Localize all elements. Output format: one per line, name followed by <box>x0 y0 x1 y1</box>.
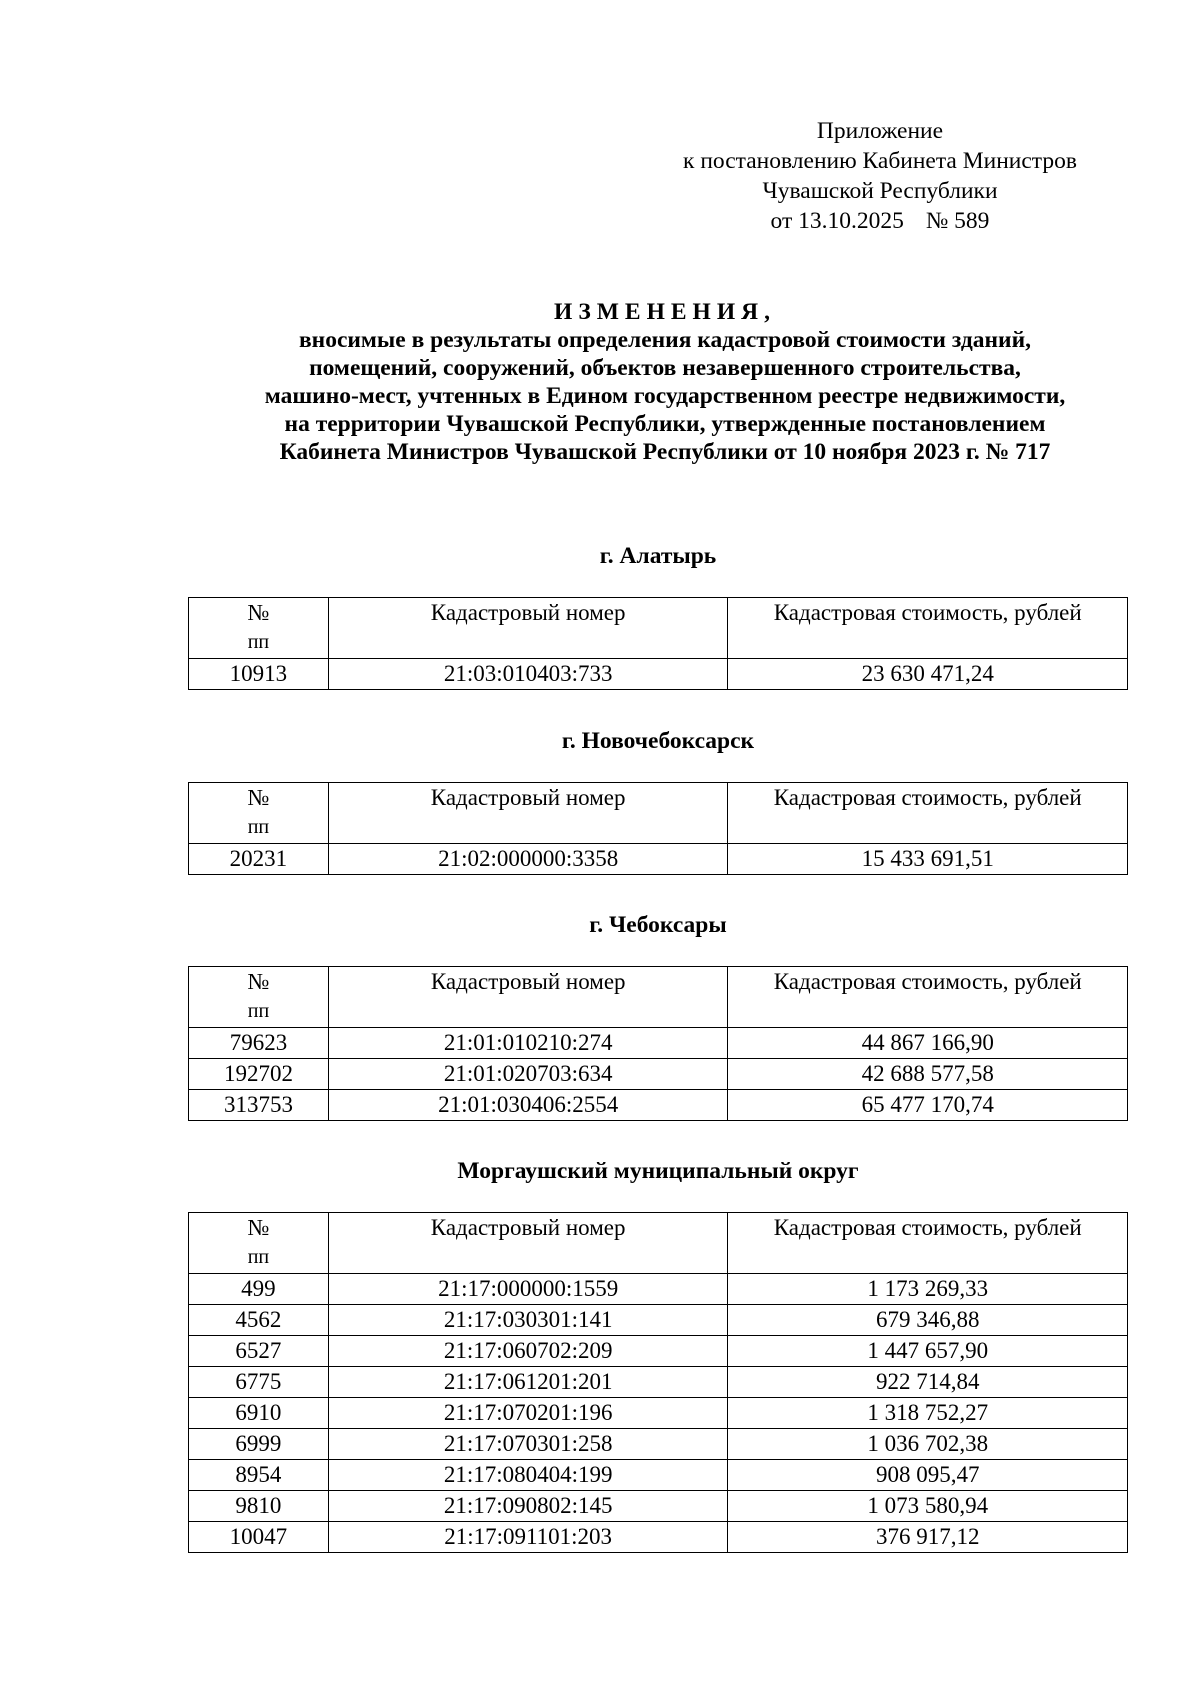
cell-num: 192702 <box>189 1059 329 1090</box>
cell-num: 499 <box>189 1274 329 1305</box>
cell-num: 6527 <box>189 1336 329 1367</box>
table-header-row <box>189 783 1128 844</box>
header-num: № пп <box>189 1213 329 1274</box>
table-header-row <box>189 1213 1128 1274</box>
cell-num: 10047 <box>189 1522 329 1553</box>
header-num: № пп <box>189 967 329 1028</box>
table-alatyr <box>188 597 1128 690</box>
appendix-date: от 13.10.2025 <box>770 208 904 234</box>
cell-cadastral-number: 21:17:061201:201 <box>328 1367 728 1398</box>
appendix-line-3: Чувашской Республики <box>762 178 998 204</box>
cell-cadastral-value: 1 073 580,94 <box>728 1491 1128 1522</box>
cell-cadastral-value: 1 036 702,38 <box>728 1429 1128 1460</box>
header-cadastral-value: Кадастровая стоимость, рублей <box>728 783 1128 844</box>
table-cheboksary <box>188 966 1128 1121</box>
document-title <box>130 298 1200 466</box>
table-row <box>189 1336 1128 1367</box>
table-row <box>189 1274 1128 1305</box>
cell-cadastral-value: 42 688 577,58 <box>728 1059 1128 1090</box>
section-title-morgaushsky: Моргаушский муниципальный округ <box>457 1158 859 1184</box>
title-line-2: помещений, сооружений, объектов незавершенного строительства, <box>309 355 1021 381</box>
title-heading: ИЗМЕНЕНИЯ, <box>554 299 776 325</box>
cell-num: 6775 <box>189 1367 329 1398</box>
section-title-alatyr: г. Алатырь <box>599 543 717 569</box>
header-cadastral-number: Кадастровый номер <box>328 783 728 844</box>
cell-num: 6999 <box>189 1429 329 1460</box>
cell-cadastral-value: 908 095,47 <box>728 1460 1128 1491</box>
cell-cadastral-number: 21:17:091101:203 <box>328 1522 728 1553</box>
cell-cadastral-number: 21:03:010403:733 <box>328 659 728 690</box>
table-row <box>189 1059 1128 1090</box>
table-row <box>189 1028 1128 1059</box>
cell-cadastral-value: 65 477 170,74 <box>728 1090 1128 1121</box>
cell-cadastral-value: 44 867 166,90 <box>728 1028 1128 1059</box>
cell-cadastral-number: 21:17:080404:199 <box>328 1460 728 1491</box>
cell-cadastral-number: 21:17:030301:141 <box>328 1305 728 1336</box>
cell-cadastral-number: 21:01:020703:634 <box>328 1059 728 1090</box>
table-row <box>189 1090 1128 1121</box>
cell-cadastral-value: 23 630 471,24 <box>728 659 1128 690</box>
appendix-date-line <box>600 206 1160 236</box>
appendix-header <box>600 116 1160 236</box>
section-title-cheboksary: г. Чебоксары <box>589 912 727 938</box>
cell-cadastral-value: 1 173 269,33 <box>728 1274 1128 1305</box>
title-line-4: на территории Чувашской Республики, утвержденные постановлением <box>284 411 1046 437</box>
table-row <box>189 1305 1128 1336</box>
table-row <box>189 1398 1128 1429</box>
table-header-row <box>189 967 1128 1028</box>
header-cadastral-value: Кадастровая стоимость, рублей <box>728 967 1128 1028</box>
cell-cadastral-value: 922 714,84 <box>728 1367 1128 1398</box>
cell-cadastral-number: 21:17:070201:196 <box>328 1398 728 1429</box>
section-title-novocheboksarsk: г. Новочебоксарск <box>561 728 755 754</box>
table-row <box>189 1367 1128 1398</box>
table-row <box>189 1460 1128 1491</box>
cell-num: 9810 <box>189 1491 329 1522</box>
appendix-line-1: Приложение <box>816 118 944 144</box>
header-cadastral-value: Кадастровая стоимость, рублей <box>728 1213 1128 1274</box>
cell-num: 4562 <box>189 1305 329 1336</box>
cell-num: 10913 <box>189 659 329 690</box>
cell-num: 6910 <box>189 1398 329 1429</box>
table-header-row <box>189 598 1128 659</box>
table-row <box>189 1522 1128 1553</box>
table-row <box>189 1429 1128 1460</box>
cell-cadastral-value: 1 318 752,27 <box>728 1398 1128 1429</box>
cell-cadastral-number: 21:02:000000:3358 <box>328 844 728 875</box>
header-num: № пп <box>189 783 329 844</box>
header-num: № пп <box>189 598 329 659</box>
cell-num: 8954 <box>189 1460 329 1491</box>
title-line-1: вносимые в результаты определения кадастровой стоимости зданий, <box>298 327 1032 353</box>
cell-cadastral-value: 1 447 657,90 <box>728 1336 1128 1367</box>
title-line-3: машино-мест, учтенных в Едином государственном реестре недвижимости, <box>264 383 1066 409</box>
table-row <box>189 1491 1128 1522</box>
table-morgaushsky <box>188 1212 1128 1553</box>
table-novocheboksarsk <box>188 782 1128 875</box>
header-cadastral-number: Кадастровый номер <box>328 967 728 1028</box>
cell-cadastral-number: 21:01:030406:2554 <box>328 1090 728 1121</box>
cell-cadastral-number: 21:17:060702:209 <box>328 1336 728 1367</box>
cell-cadastral-number: 21:01:010210:274 <box>328 1028 728 1059</box>
table-row <box>189 659 1128 690</box>
cell-cadastral-value: 376 917,12 <box>728 1522 1128 1553</box>
cell-num: 313753 <box>189 1090 329 1121</box>
appendix-number: № 589 <box>925 208 990 234</box>
table-row <box>189 844 1128 875</box>
cell-cadastral-number: 21:17:090802:145 <box>328 1491 728 1522</box>
cell-cadastral-number: 21:17:070301:258 <box>328 1429 728 1460</box>
cell-num: 79623 <box>189 1028 329 1059</box>
header-cadastral-number: Кадастровый номер <box>328 598 728 659</box>
cell-cadastral-value: 15 433 691,51 <box>728 844 1128 875</box>
header-cadastral-value: Кадастровая стоимость, рублей <box>728 598 1128 659</box>
cell-cadastral-number: 21:17:000000:1559 <box>328 1274 728 1305</box>
header-cadastral-number: Кадастровый номер <box>328 1213 728 1274</box>
appendix-line-2: к постановлению Кабинета Министров <box>683 148 1077 174</box>
cell-cadastral-value: 679 346,88 <box>728 1305 1128 1336</box>
title-line-5: Кабинета Министров Чувашской Республики от 10 ноября 2023 г. № 717 <box>279 439 1051 465</box>
cell-num: 20231 <box>189 844 329 875</box>
